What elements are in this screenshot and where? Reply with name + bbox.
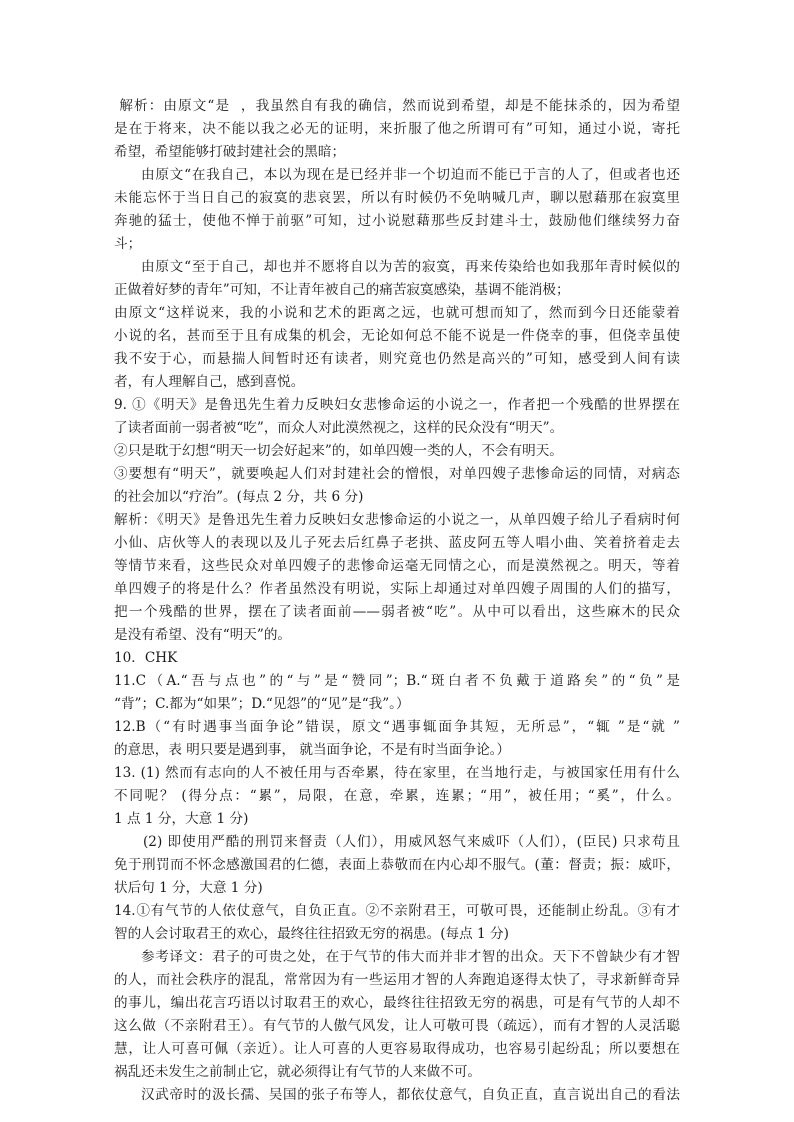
text-line: 汉武帝时的汲长孺、吴国的张子布等人，都依仗意气，自负正直，直言说出自己的看法	[141, 1087, 680, 1103]
text-line: (2) 即使用严酷的刑罚来督责（人们），用威风怒气来威吓（人们），(臣民) 只求苟且	[143, 834, 680, 850]
text-line: 解析：由原文“是 ，我虽然自有我的确信，然而说到希望，却是不能抹杀的，因为希望	[114, 98, 680, 114]
text-line: 的人，而社会秩序的混乱，常常因为有一些运用才智的人奔跑追逐得太快了，寻求新鲜奇异	[114, 972, 680, 988]
text-line: “背”；C.都为“如果”；D.“见怨”的“见”是“我”。）	[114, 696, 410, 712]
text-line: 祸乱还未发生之前制止它，就必须得让有气节的人来做不可。	[114, 1064, 482, 1080]
text-line: 正做着好梦的青年”可知，不让青年被自己的痛苦寂寞感染，基调不能消极；	[114, 282, 570, 298]
text-line: 斗；	[114, 236, 142, 252]
text-line: 由原文“至于自己，却也并不愿将自以为苦的寂寞，再来传染给也如我那年青时候似的	[141, 259, 680, 275]
text-line: 12.B（“有时遇事当面争论”错误，原文“遇事辄面争其短，无所忌”，“辄 ”是“就 ”	[114, 719, 680, 735]
text-line: 慧，让人可喜可佩（亲近）。让人可喜的人更容易取得成功，也容易引起纷乱；所以要想在	[114, 1041, 680, 1057]
text-line: 小仙、店伙等人的表现以及儿子死去后红鼻子老拱、蓝皮阿五等人唱小曲、笑着挤着走去	[114, 535, 680, 551]
text-line: 这么做（不亲附君王）。有气节的人傲气风发，让人可敬可畏（疏远），而有才智的人灵活聪	[114, 1018, 680, 1034]
text-line: 小说的名，甚而至于且有成集的机会，无论如何总不能不说是一件侥幸的事，但侥幸虽使	[114, 328, 680, 344]
text-line: ②只是耽于幻想“明天一切会好起来”的，如单四嫂一类的人，不会有明天。	[114, 443, 563, 459]
text-line: 状后句 1 分，大意 1 分)	[114, 880, 263, 896]
text-line: 者，有人理解自己，感到喜悦。	[114, 374, 305, 390]
text-line: 的社会加以“疗治”。(每点 2 分，共 6 分)	[114, 489, 364, 505]
text-line: 希望，希望能够打破封建社会的黑暗；	[114, 144, 346, 160]
text-line: 9. ①《明天》是鲁迅先生着力反映妇女悲惨命运的小说之一，作者把一个残酷的世界摆在	[114, 397, 680, 413]
text-line: 免于刑罚而不怀念感激国君的仁德，表面上恭敬而在内心却不服气。(董：督责；振：威吓，	[114, 857, 680, 873]
text-line: 14.①有气节的人依仗意气，自负正直。②不亲附君王，可敬可畏，还能制止纷乱。③有才	[114, 903, 680, 919]
text-line: 奔驰的猛士，使他不惮于前驱”可知，过小说慰藉那些反封建斗士，鼓励他们继续努力奋	[114, 213, 680, 229]
text-line: 未能忘怀于当日自己的寂寞的悲哀罢，所以有时候仍不免呐喊几声，聊以慰藉那在寂寞里	[114, 190, 680, 206]
text-line: 由原文“在我自己，本以为现在是已经并非一个切迫而不能已于言的人了，但或者也还	[141, 167, 680, 183]
text-line: 了读者面前一弱者被“吃”，而众人对此漠然视之，这样的民众没有“明天”。	[114, 420, 564, 436]
text-line: 等情节来看，这些民众对单四嫂子的悲惨命运毫无同情之心，而是漠然视之。明天，等着	[114, 558, 680, 574]
text-line: 不同呢？ (得分点：“累”，局限，在意，牵累，连累；“用”，被任用；“奚”，什么。	[114, 788, 680, 804]
text-line: 单四嫂子的将是什么？作者虽然没有明说，实际上却通过对单四嫂子周围的人们的描写，	[114, 581, 680, 597]
text-line: 把一个残酷的世界，摆在了读者面前——弱者被“吃”。从中可以看出，这些麻木的民众	[114, 604, 680, 620]
text-line: 11.C（A.“吾与点也”的“与”是“赞同”；B.“斑白者不负戴于道路矣”的“负”是	[114, 673, 680, 689]
text-line: 的意思，表 明只要是遇到事， 就当面争论，不是有时当面争论。）	[114, 742, 511, 758]
text-line: 是没有希望、没有“明天”的。	[114, 627, 292, 643]
text-line: 10．CHK	[114, 650, 178, 666]
text-line: 我不安于心，而悬揣人间暂时还有读者，则究竟也仍然是高兴的”可知，感受到人间有读	[114, 351, 680, 367]
text-line: 智的人会讨取君王的欢心，最终往往招致无穷的祸患。(每点 1 分)	[114, 926, 509, 942]
document-page	[114, 95, 680, 1107]
text-line: ③要想有“明天”，就要唤起人们对封建社会的憎恨，对单四嫂子悲惨命运的同情，对病态	[114, 466, 680, 482]
text-line: 的事儿，编出花言巧语以讨取君王的欢心，最终往往招致无穷的祸患，可是有气节的人却不	[114, 995, 680, 1011]
text-line: 参考译文：君子的可贵之处，在于气节的伟大而并非才智的出众。天下不曾缺少有才智	[141, 949, 680, 965]
text-line: 13. (1) 然而有志向的人不被任用与否牵累，待在家里，在当地行走，与被国家任用有什么	[114, 765, 680, 781]
text-line: 由原文“这样说来，我的小说和艺术的距离之远，也就可想而知了，然而到今日还能蒙着	[114, 305, 680, 321]
text-line: 解析：《明天》是鲁迅先生着力反映妇女悲惨命运的小说之一，从单四嫂子给儿子看病时何	[114, 512, 680, 528]
text-line: 是在于将来，决不能以我之必无的证明，来折服了他之所谓可有”可知，通过小说，寄托	[114, 121, 680, 137]
text-line: 1 点 1 分，大意 1 分)	[114, 811, 249, 827]
